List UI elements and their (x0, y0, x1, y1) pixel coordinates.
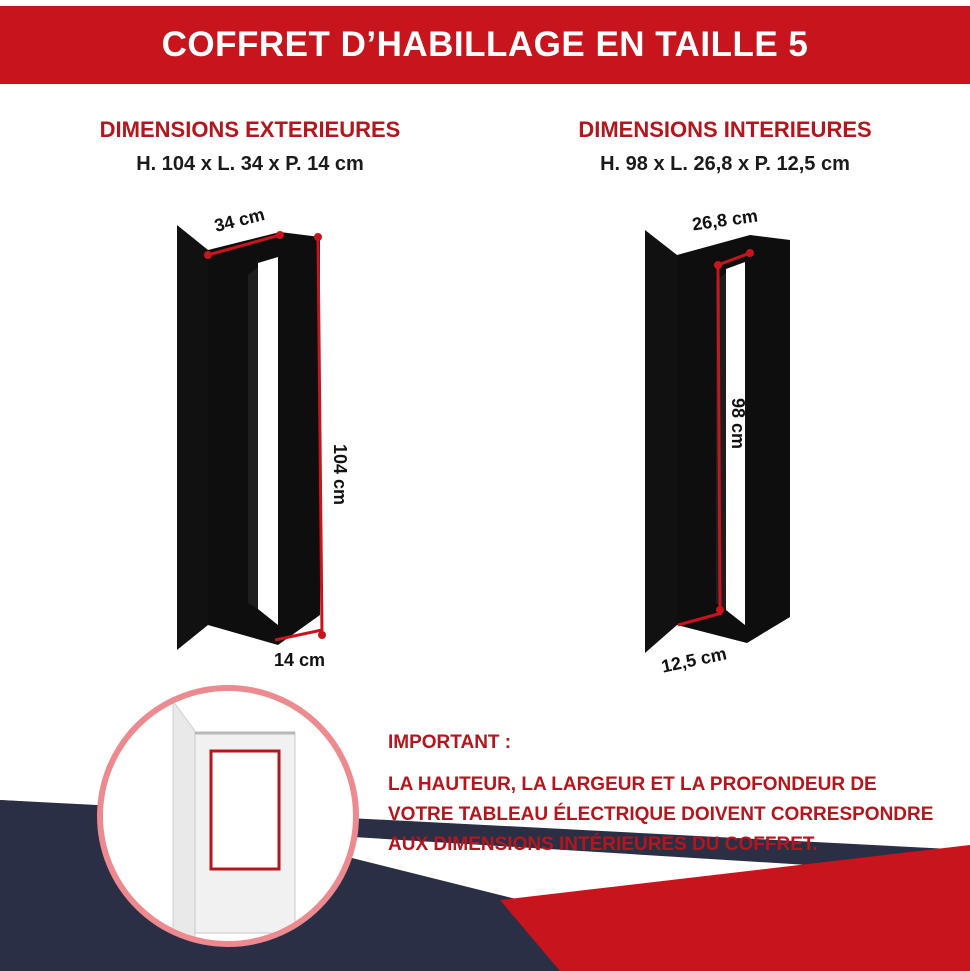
important-line: AUX DIMENSIONS INTÉRIEURES DU COFFRET. (388, 834, 818, 855)
thumb-inner (211, 751, 279, 869)
exterior-title: DIMENSIONS EXTERIEURES (99, 117, 401, 142)
thumb-door (173, 701, 195, 941)
exterior-width-label: 34 cm (212, 204, 267, 236)
interior-title: DIMENSIONS INTERIEURES (578, 117, 872, 142)
thumbnail-icon (103, 691, 353, 941)
cabinet-door (177, 225, 208, 650)
cabinet-interior-drawing (630, 205, 820, 685)
cabinet-door (645, 230, 677, 653)
important-line: LA HAUTEUR, LA LARGEUR ET LA PROFONDEUR DE (388, 774, 877, 795)
header-banner (0, 6, 970, 84)
important-line: VOTRE TABLEAU ÉLECTRIQUE DOIVENT CORRESPONDRE (388, 804, 934, 825)
important-note (388, 732, 963, 860)
important-text (388, 770, 963, 860)
interior-width-label: 26,8 cm (690, 205, 760, 235)
interior-values: H. 98 x L. 26,8 x P. 12,5 cm (600, 153, 850, 175)
exterior-depth-label: 14 cm (274, 650, 326, 670)
exterior-values: H. 104 x L. 34 x P. 14 cm (136, 153, 364, 175)
cabinet-open-thumbnail (97, 685, 359, 947)
exterior-height-label: 104 cm (330, 444, 350, 506)
interior-dimensions (525, 117, 925, 176)
interior-height-label: 98 cm (728, 398, 748, 450)
important-title: IMPORTANT : (388, 732, 512, 753)
cabinet-inner-side (248, 267, 258, 609)
cabinet-inner-slot (258, 257, 278, 625)
cabinet-exterior-drawing (160, 205, 350, 685)
exterior-dimensions (60, 117, 440, 176)
page-title: COFFRET D’HABILLAGE EN TAILLE 5 (161, 25, 809, 64)
interior-depth-label: 12,5 cm (659, 643, 729, 677)
